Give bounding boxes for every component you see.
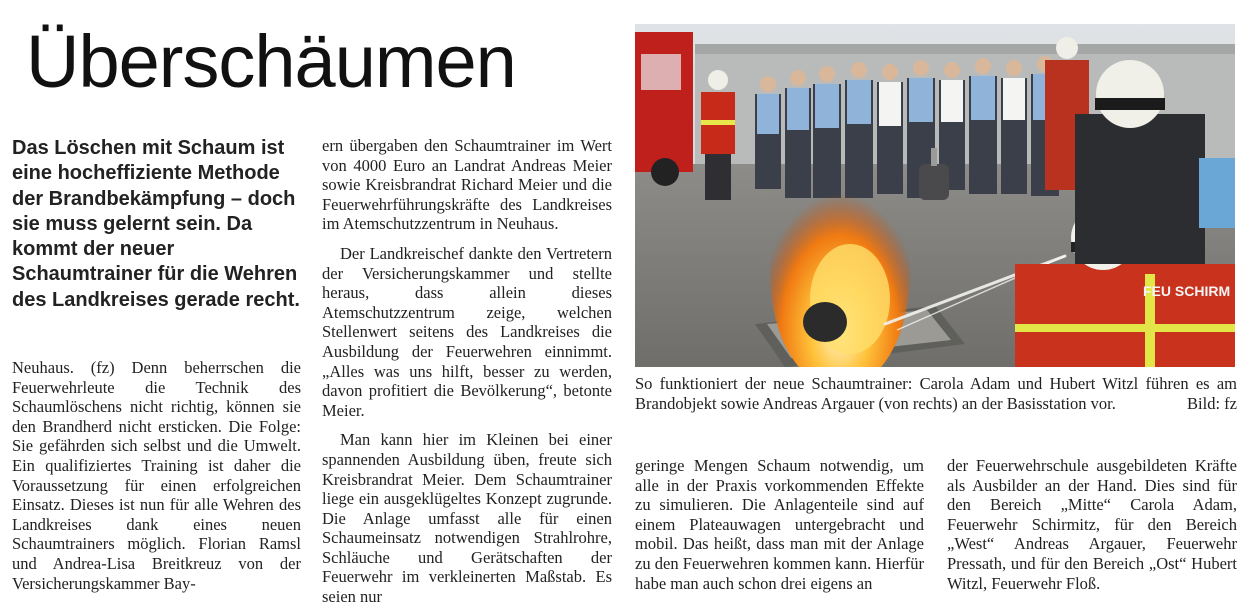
jacket-lettering: FEU SCHIRM bbox=[1143, 283, 1231, 299]
body-paragraph: geringe Mengen Schaum notwendig, um alle in der Praxis vorkommenden Effekte zu simulieren. Die Anlagenteile sind auf einem Plateauwagen untergebracht und mobil. Das heißt, dass man mit der Anlage zu den Feuerwehren kommen kann. Hierfür habe man auch schon drei eigens an bbox=[635, 456, 924, 593]
body-paragraph: ern übergaben den Schaumtrainer im Wert von 4000 Euro an Landrat Andreas Meier sowie Kreisbrandrat Richard Meier und die Feuerwehrführungskräfte des Landkreises im Atemschutzzentrum in Neuhaus. bbox=[322, 136, 612, 234]
column-4 bbox=[947, 456, 1237, 593]
headline: Überschäumen bbox=[26, 20, 516, 103]
column-1 bbox=[12, 358, 301, 593]
article-photo bbox=[635, 24, 1235, 367]
body-paragraph bbox=[12, 358, 301, 593]
caption-text: So funktioniert der neue Schaumtrainer: Carola Adam und Hubert Witzl führen es am Brandobjekt sowie Andreas Argauer (von rechts) an der Basisstation vor. bbox=[635, 374, 1237, 413]
body-paragraph: Man kann hier im Kleinen bei einer spannenden Ausbildung üben, freute sich Kreisbrandrat Meier. Dem Schaumtrainer liege ein ausgeklügeltes Konzept zugrunde. Die Anlage umfasst alle für einen Schaumeinsatz notwendigen Strahlrohre, Schläuche und Gerätschaften der Feuerwehr im verkleinerten Maßstab. Es seien nur bbox=[322, 430, 612, 607]
lead-paragraph: Das Löschen mit Schaum ist eine hocheffiziente Methode der Brandbekämpfung – doch sie muss gelernt sein. Da kommt der neuer Schaumtrainer für die Wehren des Landkreises gerade recht. bbox=[12, 137, 300, 311]
body-paragraph: Der Landkreischef dankte den Vertretern der Versicherungskammer und stellte heraus, dass allein dieses Atemschutzzentrum zeige, welchen Stellenwert seitens des Landkreises die Ausbildung der Feuerwehren einnimmt. „Alles was uns hilft, besser zu werden, davon profitiert die Bevölkerung“, betonte Meier. bbox=[322, 243, 612, 420]
photo-caption bbox=[635, 374, 1237, 413]
dateline: Neuhaus. (fz) bbox=[12, 358, 115, 377]
photo-credit: Bild: fz bbox=[1187, 393, 1237, 413]
column-2 bbox=[322, 136, 612, 607]
column-3 bbox=[635, 456, 924, 593]
body-paragraph: der Feuerwehrschule ausgebildeten Kräfte als Ausbilder an der Hand. Dies sind für den Bereich „Mitte“ Carola Adam, Feuerwehr Schirmitz, für den Bereich „West“ Andreas Argauer, Feuerwehr Pressath, und für den Bereich „Ost“ Hubert Witzl, Feuerwehr Floß. bbox=[947, 456, 1237, 593]
photo-illustration bbox=[635, 24, 1235, 367]
body-text: Denn beherrschen die Feuerwehrleute die Technik des Schaumlöschens nicht richtig, können sie den Brandherd nicht ersticken. Die Folge: Sie gefährden sich selbst und die Umwelt. Ein qualifiziertes Training ist daher die Voraussetzung für einen erfolgreichen Einsatz. Dieses ist nun für alle Wehren des Landkreises dank eines neuen Schaumtrainers möglich. Florian Ramsl und Andrea-Lisa Breitkreuz von der Versicherungskammer Bay- bbox=[12, 358, 302, 593]
